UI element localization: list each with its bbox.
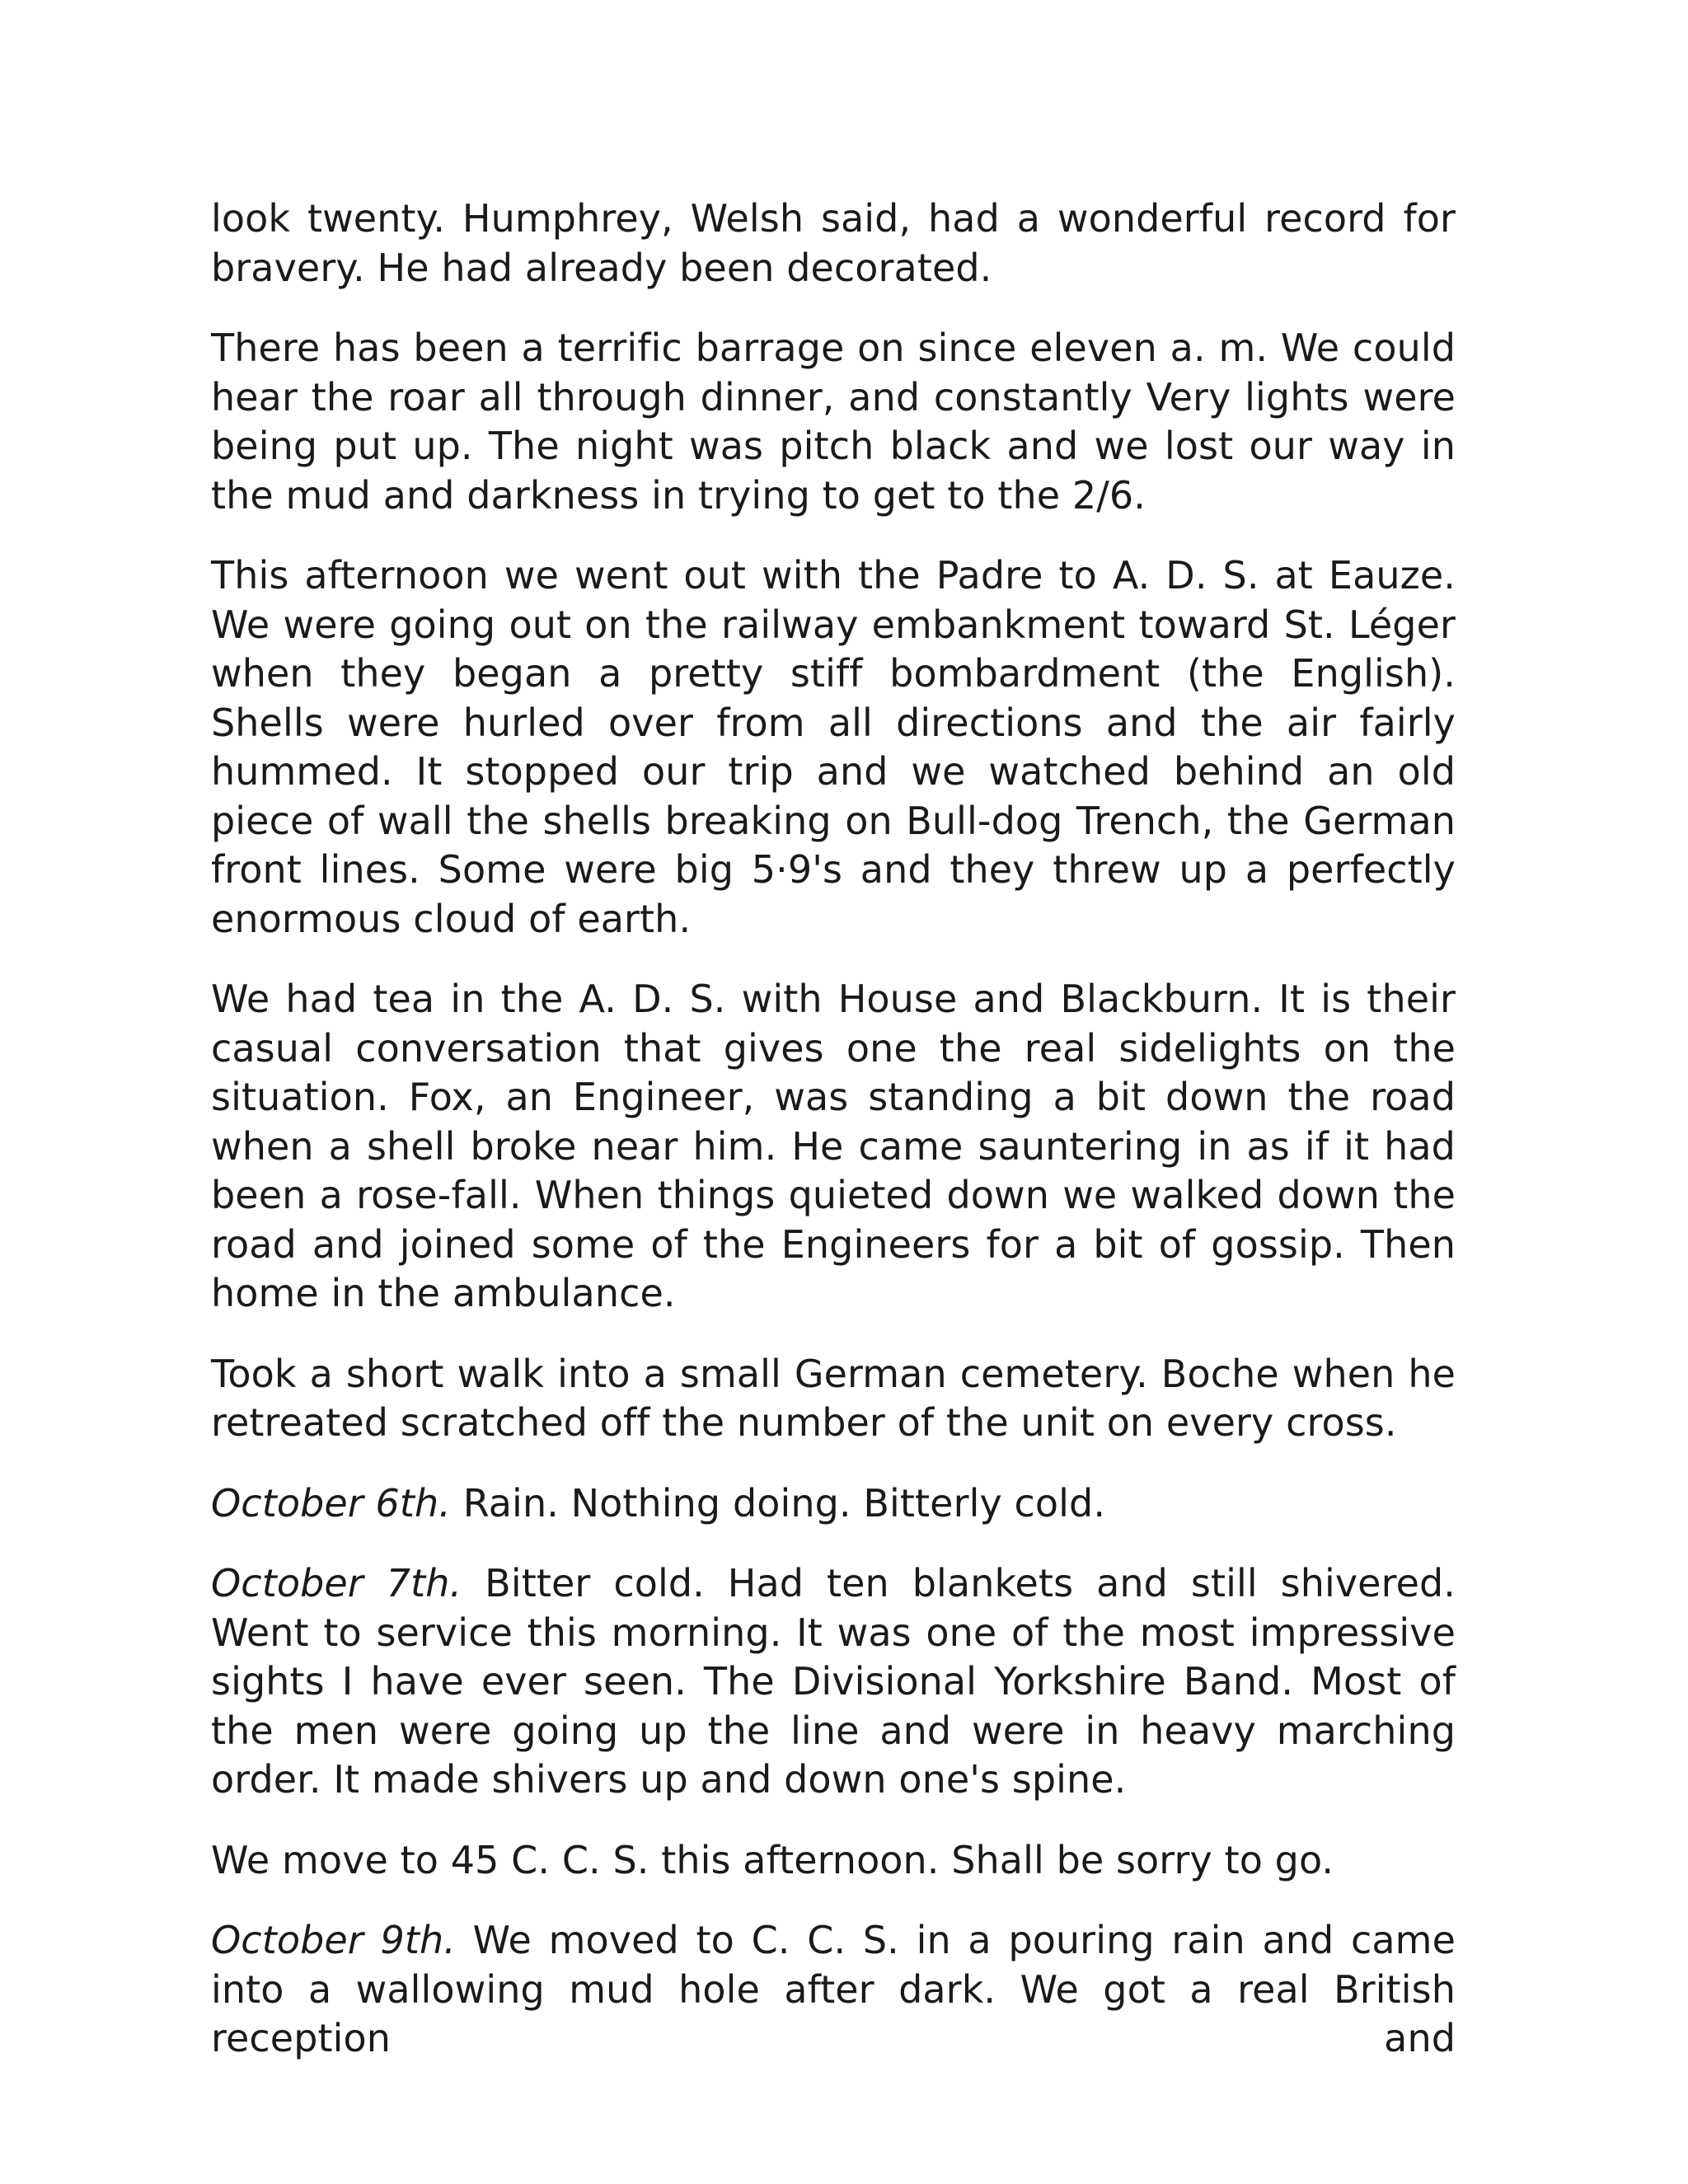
- page-body: [211, 194, 1456, 2095]
- entry-date: October 7th.: [211, 1561, 462, 1605]
- diary-entry-october-6: [211, 1479, 1456, 1529]
- entry-text: Rain. Nothing doing. Bitterly cold.: [451, 1480, 1106, 1526]
- diary-entry-october-9: [211, 1916, 1456, 2064]
- paragraph-3: [211, 551, 1456, 944]
- entry-date: October 6th.: [211, 1480, 451, 1526]
- paragraph-5-text: Took a short walk into a small German cemetery. Boche when he retreated scratched off the number of the unit on every cross.: [211, 1351, 1456, 1445]
- diary-entry-october-7: [211, 1559, 1456, 1805]
- paragraph-2-text: There has been a terrific barrage on since eleven a. m. We could hear the roar all through dinner, and constantly Very lights were being put up. The night was pitch black and we lost our way in the mud and darkness in trying to get to the 2/6.: [211, 326, 1456, 518]
- paragraph-8-text: We move to 45 C. C. S. this afternoon. Shall be sorry to go.: [211, 1837, 1334, 1882]
- paragraph-8: [211, 1836, 1456, 1886]
- paragraph-4: [211, 975, 1456, 1319]
- entry-text: We moved to C. C. S. in a pouring rain and came into a wallowing mud hole after dark. We got a real British reception and: [211, 1918, 1456, 2060]
- paragraph-4-text: We had tea in the A. D. S. with House and Blackburn. It is their casual conversation that gives one the real sidelights on the situation. Fox, an Engineer, was standing a bit down the road when a shell broke near him. He came sauntering in as if it had been a rose-fall. When things quieted down we walked down the road and joined some of the Engineers for a bit of gossip. Then home in the ambulance.: [211, 977, 1456, 1315]
- paragraph-1: [211, 194, 1456, 293]
- paragraph-1-text: look twenty. Humphrey, Welsh said, had a wonderful record for bravery. He had already been decorated.: [211, 196, 1456, 290]
- paragraph-5: [211, 1350, 1456, 1448]
- paragraph-3-text: This afternoon we went out with the Padre to A. D. S. at Eauze. We were going out on the railway embankment toward St. Léger when they began a pretty stiff bombardment (the English). Shells were hurled over from all directions and the air fairly hummed. It stopped our trip and we watched behind an old piece of wall the shells breaking on Bull-dog Trench, the German front lines. Some were big 5·9's and they threw up a perfectly enormous cloud of earth.: [211, 553, 1456, 941]
- paragraph-2: [211, 324, 1456, 520]
- entry-date: October 9th.: [211, 1918, 456, 1962]
- entry-text: Bitter cold. Had ten blankets and still shivered. Went to service this morning. It was one of the most impressive sights I have ever seen. The Divisional Yorkshire Band. Most of the men were going up the line and were in heavy marching order. It made shivers up and down one's spine.: [211, 1561, 1456, 1802]
